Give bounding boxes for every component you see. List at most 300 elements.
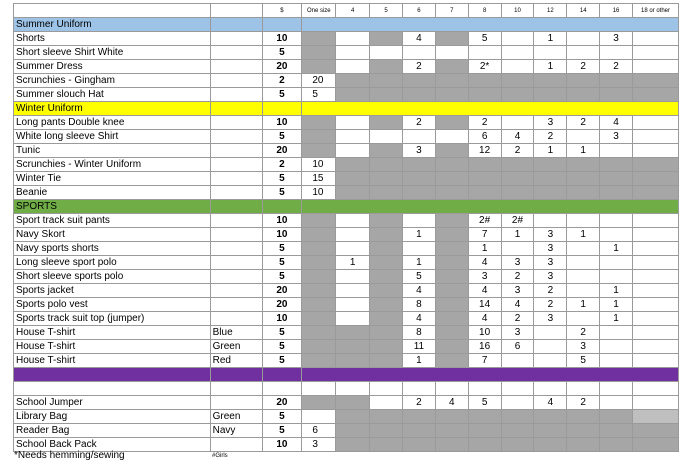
quantity-cell	[633, 88, 679, 102]
quantity-cell	[600, 74, 633, 88]
item-name-cell: Long sleeve sport polo	[14, 256, 211, 270]
quantity-cell	[336, 284, 370, 298]
table-row	[14, 410, 679, 424]
quantity-cell	[336, 312, 370, 326]
quantity-cell	[302, 326, 336, 340]
quantity-cell	[402, 186, 435, 200]
quantity-cell	[600, 88, 633, 102]
item-name-cell: Sports polo vest	[14, 298, 211, 312]
uniform-stock-table	[13, 3, 679, 452]
variant-cell	[210, 88, 262, 102]
quantity-cell: 2	[534, 298, 567, 312]
item-name-cell: Summer Dress	[14, 60, 211, 74]
price-cell: 5	[262, 130, 302, 144]
quantity-cell: 6	[501, 340, 534, 354]
quantity-cell	[435, 284, 468, 298]
quantity-cell	[370, 256, 403, 270]
quantity-cell	[336, 438, 370, 452]
quantity-cell: 2	[402, 116, 435, 130]
quantity-cell	[336, 74, 370, 88]
quantity-cell	[336, 326, 370, 340]
quantity-cell	[534, 326, 567, 340]
header-size-cell: 4	[336, 4, 370, 18]
price-cell: 5	[262, 410, 302, 424]
price-cell: 5	[262, 46, 302, 60]
quantity-cell: 16	[468, 340, 501, 354]
item-name-cell: Navy sports shorts	[14, 242, 211, 256]
item-name-cell: Shorts	[14, 32, 211, 46]
quantity-cell	[633, 326, 679, 340]
quantity-cell	[435, 88, 468, 102]
quantity-cell	[468, 158, 501, 172]
quantity-cell	[600, 144, 633, 158]
quantity-cell	[336, 144, 370, 158]
section-label	[14, 368, 211, 382]
quantity-cell	[633, 228, 679, 242]
quantity-cell	[370, 158, 403, 172]
section-filler-cell	[302, 200, 679, 214]
header-size-cell: 7	[435, 4, 468, 18]
quantity-cell: 6	[468, 130, 501, 144]
quantity-cell: 2	[501, 270, 534, 284]
quantity-cell	[534, 172, 567, 186]
quantity-cell: 5	[468, 32, 501, 46]
table-row	[14, 256, 679, 270]
table-row	[14, 172, 679, 186]
quantity-cell	[336, 242, 370, 256]
quantity-cell	[435, 214, 468, 228]
header-price-cell: $	[262, 4, 302, 18]
quantity-cell	[336, 340, 370, 354]
quantity-cell	[468, 382, 501, 396]
quantity-cell	[567, 270, 600, 284]
quantity-cell: 4	[468, 284, 501, 298]
quantity-cell	[302, 396, 336, 410]
quantity-cell	[370, 228, 403, 242]
quantity-cell	[302, 410, 336, 424]
quantity-cell	[302, 60, 336, 74]
quantity-cell: 2#	[501, 214, 534, 228]
quantity-cell	[302, 228, 336, 242]
quantity-cell	[534, 424, 567, 438]
item-name-cell: Short sleeve Shirt White	[14, 46, 211, 60]
price-cell: 5	[262, 172, 302, 186]
item-name-cell: Tunic	[14, 144, 211, 158]
section-filler-cell	[302, 102, 679, 116]
table-row	[14, 284, 679, 298]
quantity-cell	[633, 158, 679, 172]
variant-cell	[210, 60, 262, 74]
quantity-cell	[633, 270, 679, 284]
quantity-cell	[370, 340, 403, 354]
quantity-cell	[501, 46, 534, 60]
quantity-cell	[370, 88, 403, 102]
quantity-cell	[567, 88, 600, 102]
header-size-cell: 18 or other	[633, 4, 679, 18]
quantity-cell: 3	[501, 326, 534, 340]
quantity-cell	[633, 172, 679, 186]
quantity-cell: 4	[402, 284, 435, 298]
quantity-cell	[370, 144, 403, 158]
quantity-cell	[633, 354, 679, 368]
quantity-cell: 5	[402, 270, 435, 284]
quantity-cell: 4	[501, 130, 534, 144]
footnote-girls: #Girls	[212, 453, 228, 459]
quantity-cell	[633, 116, 679, 130]
quantity-cell	[302, 270, 336, 284]
quantity-cell	[370, 396, 403, 410]
quantity-cell	[370, 116, 403, 130]
item-name-cell: Summer slouch Hat	[14, 88, 211, 102]
quantity-cell	[633, 284, 679, 298]
quantity-cell	[600, 326, 633, 340]
quantity-cell	[302, 144, 336, 158]
header-size-cell: 8	[468, 4, 501, 18]
quantity-cell: 2	[534, 130, 567, 144]
quantity-cell: 1	[567, 298, 600, 312]
quantity-cell	[435, 46, 468, 60]
quantity-cell	[501, 186, 534, 200]
variant-cell	[210, 32, 262, 46]
table-row	[14, 270, 679, 284]
variant-cell: Green	[210, 340, 262, 354]
quantity-cell	[468, 46, 501, 60]
quantity-cell	[336, 158, 370, 172]
item-name-cell: Long pants Double knee	[14, 116, 211, 130]
quantity-cell	[534, 354, 567, 368]
quantity-cell	[468, 186, 501, 200]
section-label: SPORTS	[14, 200, 211, 214]
quantity-cell	[336, 116, 370, 130]
variant-cell	[210, 130, 262, 144]
quantity-cell	[468, 424, 501, 438]
quantity-cell	[567, 312, 600, 326]
quantity-cell: 1	[600, 298, 633, 312]
quantity-cell	[633, 242, 679, 256]
quantity-cell: 1	[534, 32, 567, 46]
quantity-cell	[468, 438, 501, 452]
quantity-cell	[633, 312, 679, 326]
quantity-cell: 2	[534, 284, 567, 298]
quantity-cell	[633, 130, 679, 144]
quantity-cell	[370, 172, 403, 186]
variant-cell	[210, 186, 262, 200]
price-cell: 2	[262, 158, 302, 172]
quantity-cell: 15	[302, 172, 336, 186]
quantity-cell: 7	[468, 228, 501, 242]
quantity-cell: 1	[567, 144, 600, 158]
quantity-cell	[302, 354, 336, 368]
quantity-cell	[370, 298, 403, 312]
price-cell: 5	[262, 256, 302, 270]
quantity-cell: 2	[567, 326, 600, 340]
table-row	[14, 144, 679, 158]
quantity-cell: 3	[534, 256, 567, 270]
quantity-cell	[302, 340, 336, 354]
variant-cell	[210, 158, 262, 172]
quantity-cell: 1	[534, 60, 567, 74]
quantity-cell	[370, 214, 403, 228]
quantity-cell	[501, 354, 534, 368]
footnote-hemming: *Needs hemming/sewing	[14, 450, 125, 461]
price-cell: 10	[262, 116, 302, 130]
quantity-cell: 4	[435, 396, 468, 410]
table-row	[14, 74, 679, 88]
quantity-cell	[633, 396, 679, 410]
quantity-cell: 1	[402, 256, 435, 270]
table-row	[14, 46, 679, 60]
variant-cell	[210, 256, 262, 270]
item-name-cell: School Back Pack	[14, 438, 211, 452]
item-name-cell: Scrunchies - Winter Uniform	[14, 158, 211, 172]
quantity-cell	[370, 354, 403, 368]
section-filler-cell	[210, 368, 262, 382]
quantity-cell	[435, 326, 468, 340]
table-row	[14, 354, 679, 368]
section-filler-cell	[210, 102, 262, 116]
quantity-cell	[600, 46, 633, 60]
quantity-cell	[336, 354, 370, 368]
item-name-cell	[14, 382, 211, 396]
quantity-cell	[501, 74, 534, 88]
item-name-cell: Reader Bag	[14, 424, 211, 438]
quantity-cell	[435, 256, 468, 270]
quantity-cell	[435, 354, 468, 368]
quantity-cell	[633, 340, 679, 354]
header-size-cell: 10	[501, 4, 534, 18]
quantity-cell: 5	[302, 88, 336, 102]
quantity-cell	[501, 410, 534, 424]
section-header-row	[14, 18, 679, 32]
price-cell: 5	[262, 270, 302, 284]
quantity-cell: 1	[567, 228, 600, 242]
quantity-cell	[633, 214, 679, 228]
variant-cell	[210, 242, 262, 256]
quantity-cell	[435, 242, 468, 256]
variant-cell	[210, 214, 262, 228]
quantity-cell	[336, 88, 370, 102]
variant-cell	[210, 298, 262, 312]
quantity-cell	[567, 382, 600, 396]
quantity-cell: 2	[567, 116, 600, 130]
price-cell: 20	[262, 396, 302, 410]
quantity-cell	[501, 116, 534, 130]
header-size-cell: 16	[600, 4, 633, 18]
item-name-cell: School Jumper	[14, 396, 211, 410]
variant-cell	[210, 46, 262, 60]
quantity-cell	[336, 172, 370, 186]
quantity-cell	[567, 284, 600, 298]
quantity-cell	[336, 46, 370, 60]
quantity-cell	[336, 214, 370, 228]
table-row	[14, 186, 679, 200]
quantity-cell: 2	[600, 60, 633, 74]
quantity-cell: 1	[336, 256, 370, 270]
quantity-cell	[501, 396, 534, 410]
quantity-cell: 4	[402, 32, 435, 46]
quantity-cell	[600, 382, 633, 396]
item-name-cell: Beanie	[14, 186, 211, 200]
section-filler-cell	[302, 368, 679, 382]
header-size-cell: 12	[534, 4, 567, 18]
variant-cell	[210, 396, 262, 410]
quantity-cell	[567, 242, 600, 256]
quantity-cell	[435, 228, 468, 242]
price-cell: 5	[262, 424, 302, 438]
quantity-cell: 1	[501, 228, 534, 242]
quantity-cell	[534, 158, 567, 172]
quantity-cell	[402, 424, 435, 438]
table-row	[14, 158, 679, 172]
quantity-cell	[402, 214, 435, 228]
quantity-cell	[302, 312, 336, 326]
quantity-cell	[370, 326, 403, 340]
item-name-cell: Scrunchies - Gingham	[14, 74, 211, 88]
price-cell: 20	[262, 284, 302, 298]
variant-cell	[210, 228, 262, 242]
quantity-cell: 2	[501, 144, 534, 158]
quantity-cell: 5	[468, 396, 501, 410]
quantity-cell	[370, 46, 403, 60]
quantity-cell	[435, 270, 468, 284]
price-cell: 10	[262, 228, 302, 242]
price-cell: 5	[262, 354, 302, 368]
quantity-cell	[567, 424, 600, 438]
quantity-cell	[336, 298, 370, 312]
price-cell: 5	[262, 186, 302, 200]
quantity-cell	[370, 270, 403, 284]
quantity-cell	[600, 256, 633, 270]
quantity-cell	[370, 424, 403, 438]
section-header-row	[14, 200, 679, 214]
quantity-cell	[567, 410, 600, 424]
quantity-cell: 3	[302, 438, 336, 452]
quantity-cell: 14	[468, 298, 501, 312]
quantity-cell	[402, 242, 435, 256]
price-cell: 5	[262, 340, 302, 354]
quantity-cell: 3	[534, 270, 567, 284]
quantity-cell: 10	[468, 326, 501, 340]
quantity-cell	[370, 130, 403, 144]
quantity-cell	[600, 158, 633, 172]
quantity-cell	[370, 186, 403, 200]
table-row	[14, 396, 679, 410]
item-name-cell: Sports jacket	[14, 284, 211, 298]
quantity-cell	[567, 214, 600, 228]
quantity-cell	[534, 340, 567, 354]
quantity-cell	[302, 116, 336, 130]
quantity-cell	[402, 172, 435, 186]
quantity-cell	[633, 438, 679, 452]
table-row	[14, 242, 679, 256]
quantity-cell: 3	[534, 116, 567, 130]
quantity-cell	[501, 32, 534, 46]
quantity-cell	[633, 46, 679, 60]
section-filler-cell	[262, 200, 302, 214]
header-size-cell: 5	[370, 4, 403, 18]
quantity-cell	[370, 312, 403, 326]
quantity-cell	[567, 130, 600, 144]
quantity-cell	[567, 186, 600, 200]
table-row	[14, 32, 679, 46]
quantity-cell	[435, 382, 468, 396]
quantity-cell	[633, 32, 679, 46]
variant-cell	[210, 116, 262, 130]
quantity-cell: 3	[501, 284, 534, 298]
item-name-cell: Winter Tie	[14, 172, 211, 186]
table-row	[14, 424, 679, 438]
variant-cell	[210, 74, 262, 88]
quantity-cell	[435, 424, 468, 438]
price-cell	[262, 382, 302, 396]
table-row	[14, 60, 679, 74]
quantity-cell	[370, 284, 403, 298]
quantity-cell	[435, 130, 468, 144]
quantity-cell	[370, 242, 403, 256]
quantity-cell	[302, 32, 336, 46]
price-cell: 20	[262, 60, 302, 74]
quantity-cell: 12	[468, 144, 501, 158]
quantity-cell	[302, 214, 336, 228]
price-cell: 10	[262, 32, 302, 46]
item-name-cell: House T-shirt	[14, 354, 211, 368]
quantity-cell	[501, 60, 534, 74]
header-item-cell	[14, 4, 211, 18]
quantity-cell	[435, 438, 468, 452]
price-cell: 5	[262, 326, 302, 340]
quantity-cell: 1	[600, 284, 633, 298]
quantity-cell	[302, 242, 336, 256]
section-filler-cell	[210, 18, 262, 32]
quantity-cell	[501, 242, 534, 256]
quantity-cell	[600, 172, 633, 186]
table-row	[14, 130, 679, 144]
variant-cell	[210, 270, 262, 284]
quantity-cell: 3	[534, 242, 567, 256]
quantity-cell	[402, 88, 435, 102]
quantity-cell: 1	[600, 242, 633, 256]
quantity-cell	[302, 130, 336, 144]
quantity-cell	[336, 130, 370, 144]
quantity-cell	[600, 396, 633, 410]
quantity-cell	[633, 424, 679, 438]
quantity-cell: 5	[567, 354, 600, 368]
quantity-cell: 11	[402, 340, 435, 354]
quantity-cell: 1	[402, 354, 435, 368]
quantity-cell	[336, 270, 370, 284]
quantity-cell	[336, 186, 370, 200]
variant-cell	[210, 382, 262, 396]
quantity-cell: 4	[501, 298, 534, 312]
quantity-cell	[600, 228, 633, 242]
quantity-cell	[468, 74, 501, 88]
quantity-cell	[435, 158, 468, 172]
quantity-cell: 4	[534, 396, 567, 410]
item-name-cell: House T-shirt	[14, 340, 211, 354]
quantity-cell: 1	[600, 312, 633, 326]
quantity-cell: 1	[468, 242, 501, 256]
quantity-cell	[534, 74, 567, 88]
quantity-cell	[600, 438, 633, 452]
quantity-cell	[370, 32, 403, 46]
section-header-row	[14, 102, 679, 116]
table-header-row	[14, 4, 679, 18]
quantity-cell: 7	[468, 354, 501, 368]
quantity-cell	[633, 186, 679, 200]
table-row	[14, 326, 679, 340]
quantity-cell	[633, 298, 679, 312]
quantity-cell	[336, 32, 370, 46]
